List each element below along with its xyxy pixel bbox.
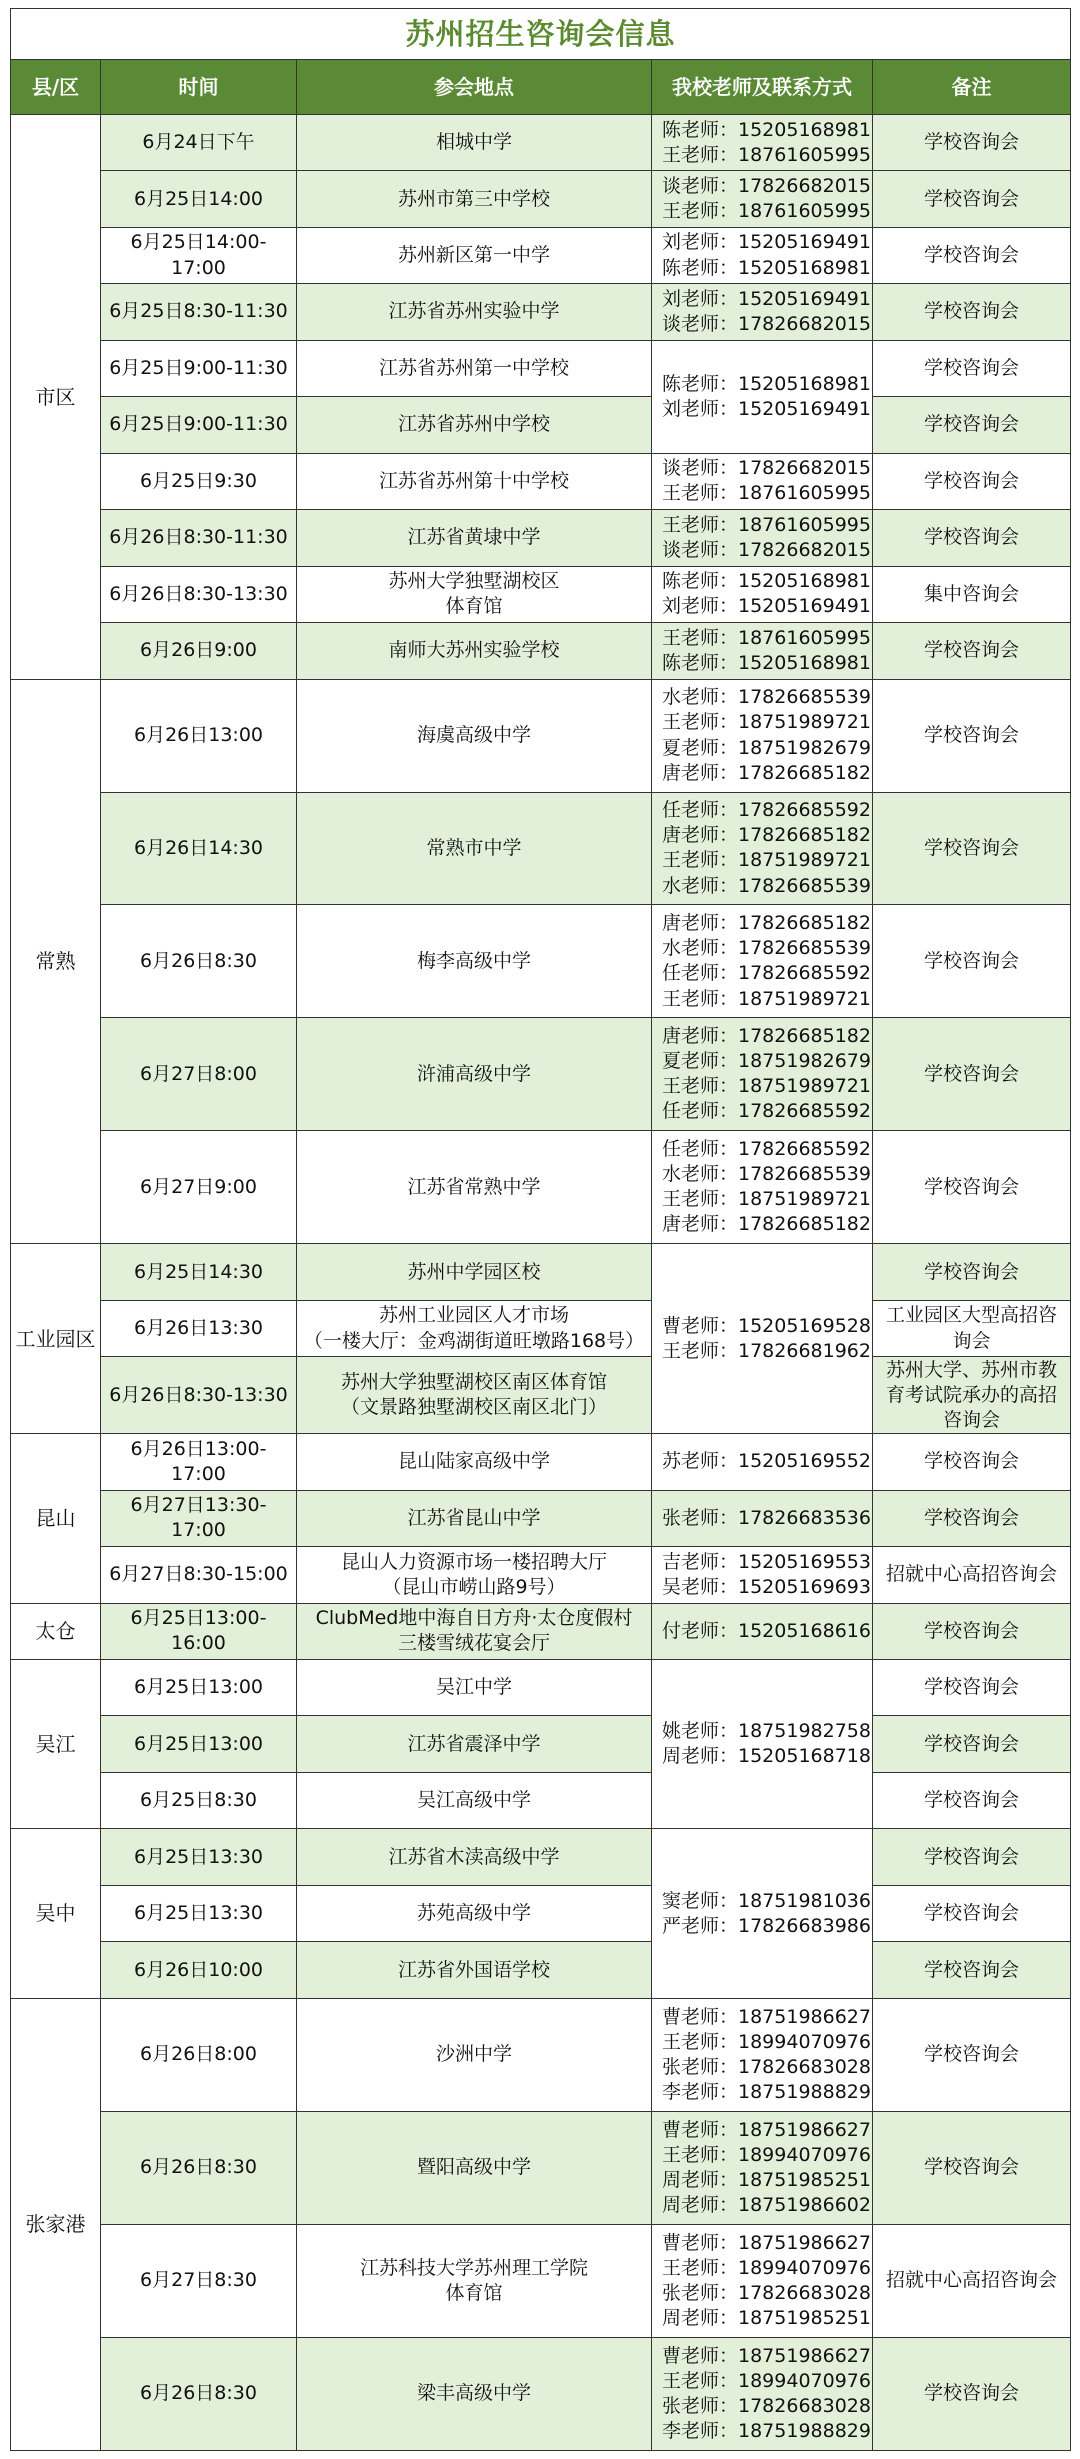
contact-line: 王老师：18994070976	[662, 2143, 871, 2166]
location-cell	[297, 1829, 652, 1885]
location-cell	[297, 1998, 652, 2111]
time-cell: 6月25日13:00-16:00	[101, 1603, 297, 1659]
contact-line: 谈老师：17826682015	[662, 175, 871, 197]
contact-line: 水老师：17826685539	[662, 1163, 871, 1186]
location-line: 吴江中学	[435, 1676, 512, 1699]
contact-line: 吴老师：15205169693	[662, 1575, 871, 1598]
location-line: 三楼雪绒花宴会厅	[397, 1632, 550, 1655]
contact-line: 唐老师：17826685182	[662, 1025, 871, 1048]
location-line: 江苏省苏州实验中学	[388, 300, 560, 323]
remark-cell: 学校咨询会	[873, 1244, 1071, 1300]
county-cell: 吴江	[11, 1660, 101, 1829]
location-cell	[297, 1357, 652, 1434]
location-line: 江苏省震泽中学	[407, 1732, 541, 1755]
contact-cell	[652, 2337, 873, 2450]
location-line: 江苏省昆山中学	[407, 1506, 541, 1529]
contact-line: 水老师：17826685539	[662, 937, 871, 960]
remark-cell: 学校咨询会	[873, 1829, 1071, 1885]
page-title: 苏州招生咨询会信息	[11, 9, 1071, 60]
contact-line: 吉老师：15205169553	[662, 1550, 871, 1573]
table-row	[11, 1018, 1071, 1131]
remark-cell: 苏州大学、苏州市教育考试院承办的高招咨询会	[873, 1357, 1071, 1434]
time-cell: 6月25日14:00	[101, 171, 297, 227]
table-row	[11, 1300, 1071, 1356]
location-cell	[297, 453, 652, 509]
location-line: 昆山人力资源市场一楼招聘大厅	[340, 1550, 607, 1573]
remark-cell: 学校咨询会	[873, 1434, 1071, 1490]
contact-line: 张老师：17826683028	[662, 2281, 871, 2304]
time-cell: 6月26日13:30	[101, 1300, 297, 1356]
contact-line: 任老师：17826685592	[662, 1100, 871, 1123]
table-row	[11, 1434, 1071, 1490]
contact-cell	[652, 792, 873, 905]
location-line: 江苏省苏州中学校	[397, 413, 550, 436]
info-sheet	[10, 8, 1070, 2451]
county-cell: 吴中	[11, 1829, 101, 1998]
contact-line: 曹老师：18751986627	[662, 2005, 871, 2028]
remark-cell: 学校咨询会	[873, 1885, 1071, 1941]
table-row	[11, 1829, 1071, 1885]
time-cell: 6月26日8:00	[101, 1998, 297, 2111]
remark-cell: 学校咨询会	[873, 1716, 1071, 1772]
contact-line: 唐老师：17826685182	[662, 912, 871, 935]
contact-line: 谈老师：17826682015	[662, 313, 871, 336]
contact-line: 陈老师：15205168981	[662, 118, 871, 141]
contact-line: 陈老师：15205168981	[662, 570, 871, 593]
table-row	[11, 1603, 1071, 1659]
contact-line: 王老师：18994070976	[662, 2369, 871, 2392]
contact-line: 王老师：18994070976	[662, 2256, 871, 2279]
table-row	[11, 1885, 1071, 1941]
location-line: ClubMed地中海自日方舟·太仓度假村	[315, 1607, 633, 1630]
consultation-table	[10, 8, 1071, 2451]
contact-line: 陈老师：15205168981	[662, 651, 871, 674]
table-row	[11, 1490, 1071, 1546]
remark-cell: 学校咨询会	[873, 114, 1071, 170]
contact-cell	[652, 1603, 873, 1659]
location-line: 暨阳高级中学	[416, 2156, 531, 2179]
county-cell: 昆山	[11, 1434, 101, 1603]
table-row	[11, 284, 1071, 340]
county-cell: 工业园区	[11, 1244, 101, 1434]
time-cell: 6月26日14:30	[101, 792, 297, 905]
table-row	[11, 2224, 1071, 2337]
contact-line: 唐老师：17826685182	[662, 761, 871, 784]
remark-cell: 学校咨询会	[873, 1018, 1071, 1131]
remark-cell: 学校咨询会	[873, 1942, 1071, 1998]
contact-line: 张老师：17826683028	[662, 2394, 871, 2417]
county-cell: 太仓	[11, 1603, 101, 1659]
contact-line: 李老师：18751988829	[662, 2419, 871, 2442]
time-cell: 6月26日9:00	[101, 623, 297, 679]
location-line: 常熟市中学	[426, 836, 522, 859]
contact-cell	[652, 1244, 873, 1434]
table-row	[11, 453, 1071, 509]
table-row	[11, 1998, 1071, 2111]
table-row	[11, 1716, 1071, 1772]
remark-cell: 招就中心高招咨询会	[873, 1547, 1071, 1603]
contact-line: 苏老师：15205169552	[662, 1450, 871, 1473]
contact-line: 任老师：17826685592	[662, 1138, 871, 1161]
location-cell	[297, 1716, 652, 1772]
location-cell	[297, 1942, 652, 1998]
location-line: 苏州工业园区人才市场	[378, 1304, 569, 1327]
contact-line: 水老师：17826685539	[662, 874, 871, 897]
location-cell	[297, 623, 652, 679]
remark-cell: 学校咨询会	[873, 1660, 1071, 1716]
contact-cell	[652, 566, 873, 622]
location-cell	[297, 340, 652, 396]
time-cell: 6月25日9:30	[101, 453, 297, 509]
location-line: 江苏省黄埭中学	[407, 526, 541, 549]
location-cell	[297, 1660, 652, 1716]
time-cell: 6月25日8:30-11:30	[101, 284, 297, 340]
location-line: （文景路独墅湖校区南区北门）	[340, 1396, 607, 1419]
contact-cell	[652, 2111, 873, 2224]
contact-line: 曹老师：18751986627	[662, 2344, 871, 2367]
contact-line: 唐老师：17826685182	[662, 824, 871, 847]
table-row	[11, 566, 1071, 622]
location-cell	[297, 284, 652, 340]
table-row	[11, 397, 1071, 453]
location-line: 梁丰高级中学	[416, 2382, 531, 2405]
contact-cell	[652, 1998, 873, 2111]
contact-line: 王老师：18751989721	[662, 849, 871, 872]
contact-line: 王老师：18761605995	[662, 513, 871, 536]
location-line: 昆山陆家高级中学	[397, 1450, 550, 1473]
county-cell: 常熟	[11, 679, 101, 1244]
contact-line: 曹老师：18751986627	[662, 2118, 871, 2141]
location-line: （昆山市崂山路9号）	[382, 1575, 566, 1598]
location-line: 江苏省苏州第十中学校	[378, 469, 569, 492]
remark-cell: 学校咨询会	[873, 2337, 1071, 2450]
remark-cell: 学校咨询会	[873, 171, 1071, 227]
time-cell: 6月25日9:00-11:30	[101, 340, 297, 396]
county-cell: 市区	[11, 114, 101, 679]
location-cell	[297, 171, 652, 227]
location-cell	[297, 792, 652, 905]
col-header-contact: 我校老师及联系方式	[652, 60, 873, 114]
contact-line: 任老师：17826685592	[662, 962, 871, 985]
location-cell	[297, 1603, 652, 1659]
remark-cell: 学校咨询会	[873, 623, 1071, 679]
time-cell: 6月25日13:00	[101, 1660, 297, 1716]
location-cell	[297, 1018, 652, 1131]
remark-cell: 学校咨询会	[873, 792, 1071, 905]
remark-cell: 集中咨询会	[873, 566, 1071, 622]
contact-line: 水老师：17826685539	[662, 686, 871, 709]
remark-cell: 学校咨询会	[873, 1998, 1071, 2111]
location-line: 体育馆	[445, 2281, 503, 2304]
location-line: 海虞高级中学	[416, 724, 531, 746]
contact-cell	[652, 623, 873, 679]
remark-cell: 学校咨询会	[873, 1772, 1071, 1828]
time-cell: 6月27日8:30-15:00	[101, 1547, 297, 1603]
contact-line: 曹老师：18751986627	[662, 2231, 871, 2254]
location-cell	[297, 1131, 652, 1244]
contact-line: 夏老师：18751982679	[662, 1050, 871, 1073]
contact-line: 姚老师：18751982758	[662, 1720, 871, 1743]
remark-cell: 工业园区大型高招咨询会	[873, 1300, 1071, 1356]
time-cell: 6月27日8:00	[101, 1018, 297, 1131]
table-row	[11, 1772, 1071, 1828]
table-row	[11, 340, 1071, 396]
contact-cell	[652, 114, 873, 170]
time-cell: 6月26日8:30	[101, 905, 297, 1018]
contact-line: 王老师：18751989721	[662, 987, 871, 1010]
contact-line: 周老师：15205168718	[662, 1745, 871, 1768]
time-cell: 6月26日8:30-11:30	[101, 510, 297, 566]
location-cell	[297, 1772, 652, 1828]
location-cell	[297, 114, 652, 170]
contact-line: 刘老师：15205169491	[662, 287, 871, 310]
table-row	[11, 510, 1071, 566]
time-cell: 6月25日13:30	[101, 1885, 297, 1941]
remark-cell: 学校咨询会	[873, 1131, 1071, 1244]
location-line: 浒浦高级中学	[416, 1062, 531, 1085]
contact-line: 张老师：17826683028	[662, 2055, 871, 2078]
location-cell	[297, 1244, 652, 1300]
contact-line: 王老师：18751989721	[662, 1188, 871, 1211]
table-row	[11, 1942, 1071, 1998]
contact-line: 刘老师：15205169491	[662, 397, 871, 420]
table-row	[11, 2111, 1071, 2224]
contact-line: 王老师：18761605995	[662, 143, 871, 166]
contact-line: 陈老师：15205168981	[662, 256, 871, 279]
time-cell: 6月26日13:00	[101, 679, 297, 792]
contact-cell	[652, 1434, 873, 1490]
contact-cell	[652, 510, 873, 566]
table-row	[11, 1547, 1071, 1603]
contact-cell	[652, 1018, 873, 1131]
table-row	[11, 171, 1071, 227]
contact-line: 刘老师：15205169491	[662, 595, 871, 618]
location-line: 苏州中学园区校	[407, 1260, 541, 1283]
contact-cell	[652, 1829, 873, 1998]
contact-line: 陈老师：15205168981	[662, 372, 871, 395]
contact-cell	[652, 227, 873, 283]
location-line: 江苏省外国语学校	[397, 1958, 550, 1981]
time-cell: 6月25日9:00-11:30	[101, 397, 297, 453]
location-line: 苏州大学独墅湖校区南区体育馆	[340, 1371, 607, 1394]
contact-line: 周老师：18751985251	[662, 2306, 871, 2329]
contact-line: 严老师：17826683986	[662, 1914, 871, 1937]
time-cell: 6月24日下午	[101, 114, 297, 170]
location-cell	[297, 1547, 652, 1603]
time-cell: 6月25日14:30	[101, 1244, 297, 1300]
table-row	[11, 1131, 1071, 1244]
contact-cell	[652, 1547, 873, 1603]
time-cell: 6月26日8:30	[101, 2111, 297, 2224]
time-cell: 6月26日8:30-13:30	[101, 1357, 297, 1434]
table-row	[11, 1357, 1071, 1434]
contact-cell	[652, 1131, 873, 1244]
location-cell	[297, 905, 652, 1018]
time-cell: 6月26日13:00-17:00	[101, 1434, 297, 1490]
contact-cell	[652, 905, 873, 1018]
contact-cell	[652, 340, 873, 453]
contact-line: 谈老师：17826682015	[662, 538, 871, 561]
location-line: 江苏省苏州第一中学校	[378, 356, 569, 379]
location-line: 苏州市第三中学校	[397, 187, 550, 210]
contact-line: 付老师：15205168616	[662, 1619, 871, 1642]
time-cell: 6月25日13:00	[101, 1716, 297, 1772]
contact-line: 张老师：17826683536	[662, 1506, 871, 1529]
contact-cell	[652, 453, 873, 509]
contact-cell	[652, 171, 873, 227]
time-cell: 6月26日8:30	[101, 2337, 297, 2450]
time-cell: 6月27日9:00	[101, 1131, 297, 1244]
county-cell: 张家港	[11, 1998, 101, 2450]
contact-line: 李老师：18751988829	[662, 2080, 871, 2103]
contact-line: 刘老师：15205169491	[662, 231, 871, 254]
contact-line: 周老师：18751986602	[662, 2193, 871, 2216]
contact-line: 窦老师：18751981036	[662, 1889, 871, 1912]
table-row	[11, 792, 1071, 905]
location-line: 江苏科技大学苏州理工学院	[359, 2256, 588, 2279]
contact-line: 王老师：18751989721	[662, 711, 871, 734]
remark-cell: 学校咨询会	[873, 453, 1071, 509]
table-row	[11, 1244, 1071, 1300]
table-row	[11, 114, 1071, 170]
contact-line: 曹老师：15205169528	[662, 1314, 871, 1337]
time-cell: 6月25日13:30	[101, 1829, 297, 1885]
contact-line: 任老师：17826685592	[662, 799, 871, 822]
table-row	[11, 1660, 1071, 1716]
contact-cell	[652, 2224, 873, 2337]
remark-cell: 招就中心高招咨询会	[873, 2224, 1071, 2337]
table-row	[11, 2337, 1071, 2450]
table-row	[11, 679, 1071, 792]
contact-cell	[652, 284, 873, 340]
contact-line: 王老师：18761605995	[662, 626, 871, 649]
location-cell	[297, 2337, 652, 2450]
location-line: 相城中学	[435, 131, 512, 154]
location-cell	[297, 1434, 652, 1490]
table-row	[11, 227, 1071, 283]
location-line: 苏苑高级中学	[416, 1902, 531, 1925]
time-cell: 6月25日14:00-17:00	[101, 227, 297, 283]
location-line: 南师大苏州实验学校	[388, 639, 560, 662]
contact-line: 唐老师：17826685182	[662, 1213, 871, 1236]
location-cell	[297, 1490, 652, 1546]
col-header-time: 时间	[101, 60, 297, 114]
location-line: 吴江高级中学	[416, 1789, 531, 1812]
location-cell	[297, 2224, 652, 2337]
remark-cell: 学校咨询会	[873, 1490, 1071, 1546]
location-cell	[297, 566, 652, 622]
time-cell: 6月27日13:30-17:00	[101, 1490, 297, 1546]
table-row	[11, 623, 1071, 679]
location-cell	[297, 1300, 652, 1356]
time-cell: 6月27日8:30	[101, 2224, 297, 2337]
time-cell: 6月26日8:30-13:30	[101, 566, 297, 622]
col-header-county: 县/区	[11, 60, 101, 114]
time-cell: 6月25日8:30	[101, 1772, 297, 1828]
location-cell	[297, 397, 652, 453]
remark-cell: 学校咨询会	[873, 510, 1071, 566]
col-header-location: 参会地点	[297, 60, 652, 114]
remark-cell: 学校咨询会	[873, 2111, 1071, 2224]
remark-cell: 学校咨询会	[873, 340, 1071, 396]
col-header-remark: 备注	[873, 60, 1071, 114]
table-row	[11, 905, 1071, 1018]
location-cell	[297, 227, 652, 283]
contact-cell	[652, 679, 873, 792]
contact-line: 夏老师：18751982679	[662, 736, 871, 759]
location-cell	[297, 1885, 652, 1941]
contact-line: 王老师：18751989721	[662, 1075, 871, 1098]
remark-cell: 学校咨询会	[873, 1603, 1071, 1659]
time-cell: 6月26日10:00	[101, 1942, 297, 1998]
contact-cell	[652, 1490, 873, 1546]
remark-cell: 学校咨询会	[873, 905, 1071, 1018]
remark-cell: 学校咨询会	[873, 397, 1071, 453]
remark-cell: 学校咨询会	[873, 227, 1071, 283]
contact-line: 王老师：18761605995	[662, 482, 871, 505]
location-line: 体育馆	[445, 595, 503, 618]
location-cell	[297, 2111, 652, 2224]
location-cell	[297, 679, 652, 792]
location-line: 沙洲中学	[435, 2043, 512, 2066]
location-line: 江苏省常熟中学	[407, 1175, 541, 1198]
remark-cell: 学校咨询会	[873, 679, 1071, 792]
location-line: 梅李高级中学	[416, 949, 531, 972]
contact-line: 谈老师：17826682015	[662, 457, 871, 480]
location-line: 苏州大学独墅湖校区	[388, 570, 560, 593]
contact-line: 周老师：18751985251	[662, 2168, 871, 2191]
contact-cell	[652, 1660, 873, 1829]
contact-line: 王老师：18761605995	[662, 200, 871, 223]
remark-cell: 学校咨询会	[873, 284, 1071, 340]
location-line: 苏州新区第一中学	[397, 244, 550, 266]
location-line: 江苏省木渎高级中学	[388, 1845, 560, 1868]
location-line: （一楼大厅：金鸡湖街道旺墩路168号）	[303, 1329, 645, 1352]
contact-line: 王老师：18994070976	[662, 2030, 871, 2053]
location-cell	[297, 510, 652, 566]
contact-line: 王老师：17826681962	[662, 1339, 871, 1362]
